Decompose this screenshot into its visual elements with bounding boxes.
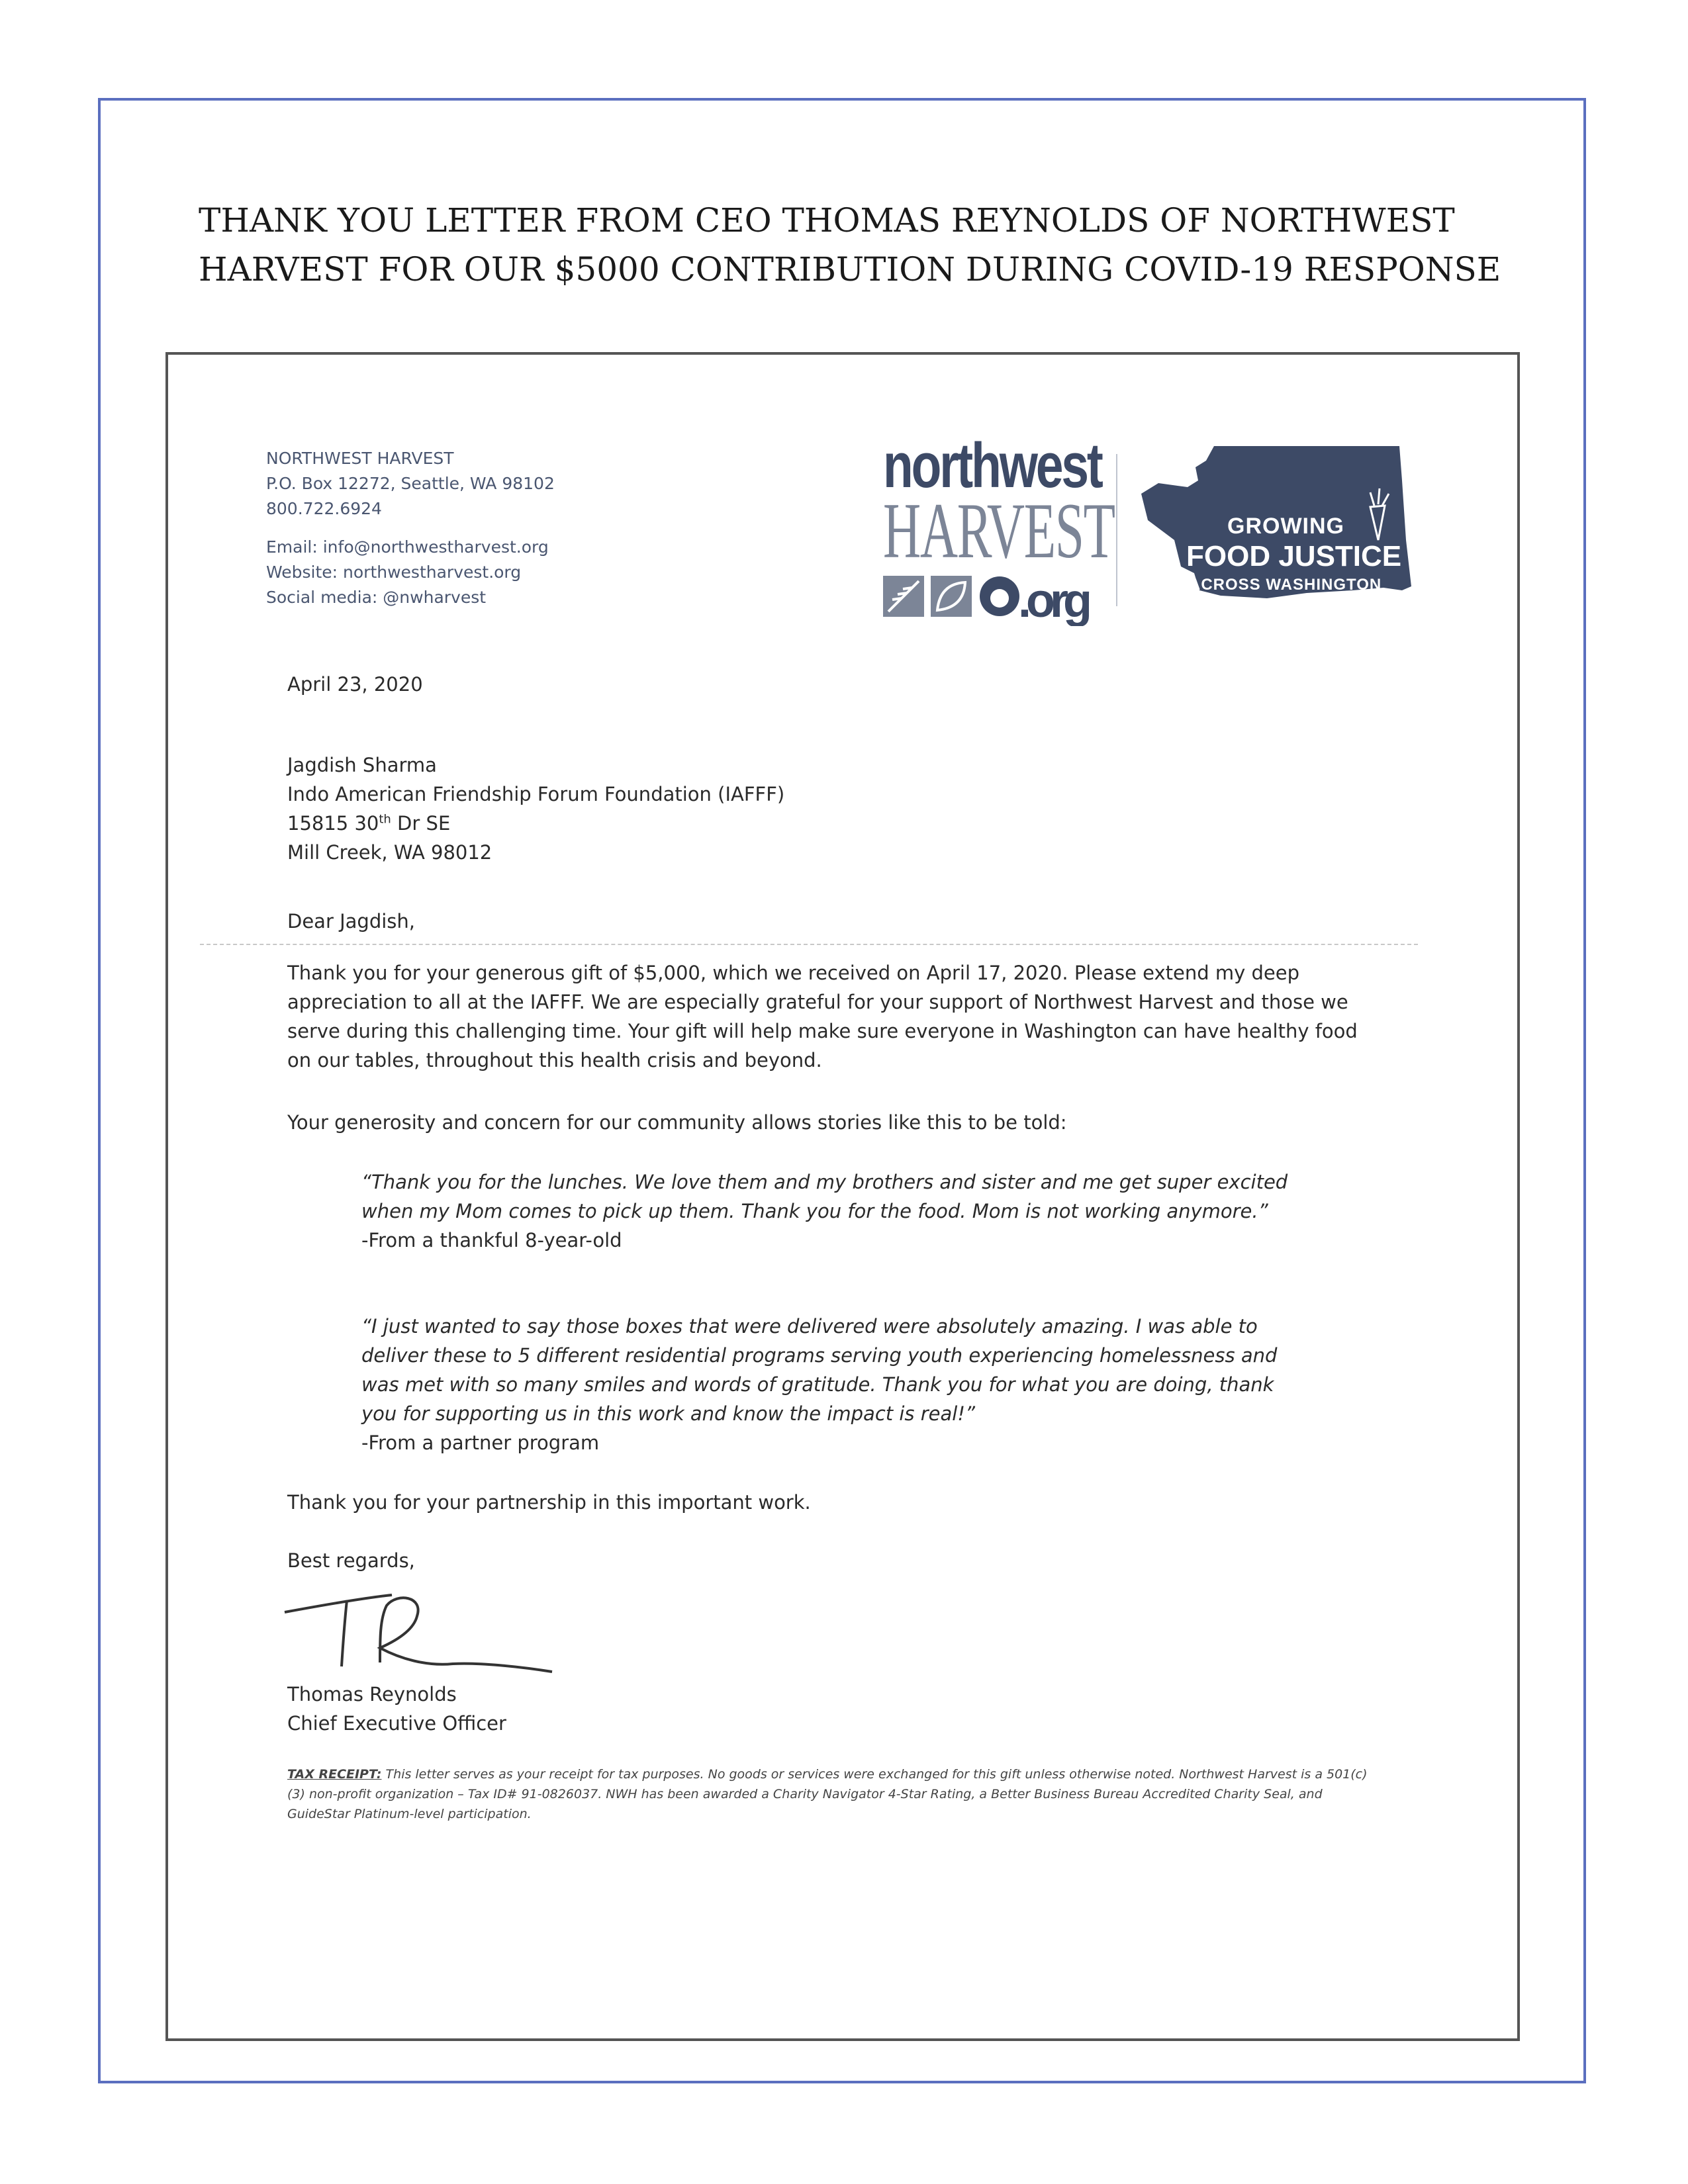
signer-block	[287, 1680, 1373, 1738]
page-heading-line-2: HARVEST FOR OUR $5000 CONTRIBUTION DURING COVID-19 RESPONSE	[199, 250, 1501, 289]
paragraph-2: Your generosity and concern for our community allows stories like this to be told:	[287, 1111, 1067, 1134]
org-address: P.O. Box 12272, Seattle, WA 98102	[266, 474, 555, 493]
logo-org-suffix: .org	[1018, 574, 1092, 626]
org-name: NORTHWEST HARVEST	[266, 449, 454, 468]
org-phone: 800.722.6924	[266, 499, 382, 518]
recipient-block	[287, 751, 1373, 867]
recipient-name: Jagdish Sharma	[287, 754, 437, 776]
tax-receipt-label: TAX RECEIPT:	[287, 1767, 382, 1782]
quote-2-attribution: -From a partner program	[361, 1432, 600, 1454]
org-social: Social media: @nwharvest	[266, 588, 487, 607]
signature	[281, 1586, 559, 1678]
badge-food-justice: FOOD JUSTICE	[1186, 540, 1402, 572]
recipient-city: Mill Creek, WA 98012	[287, 841, 492, 864]
letter-scan	[165, 352, 1520, 2041]
letter	[168, 355, 1517, 2038]
page-heading-line-1: THANK YOU LETTER FROM CEO THOMAS REYNOLDS OF NORTHWEST	[199, 201, 1455, 240]
recipient-organization: Indo American Friendship Forum Foundation (IAFFF)	[287, 783, 785, 805]
quote-2	[361, 1312, 1301, 1457]
tax-receipt-text: This letter serves as your receipt for tax purposes. No goods or services were exchanged for this gift unless otherwise noted. Northwest Harvest is a 501(c)(3) non-profit organization – Tax ID# 91-0826037. NWH has been awarded a Charity Navigator 4-Star Rating, a Better Business Bureau Accredited Charity Seal, and GuideStar Platinum-level participation.	[287, 1767, 1368, 1821]
logo-wordmark-bottom: HARVEST	[883, 486, 1115, 574]
paragraph-1: Thank you for your generous gift of $5,000, which we received on April 17, 2020. Please extend my deep appreciation to all at the IAFFF. We are especially grateful for your support of Northwest Harvest and those we serve during this challenging time. Your gift will help make sure everyone in Washington can have healthy food on our tables, throughout this health crisis and beyond.	[287, 962, 1358, 1071]
quote-2-text: “I just wanted to say those boxes that were delivered were absolutely amazing. I was able to deliver these to 5 different residential programs serving youth experiencing homelessness and was met with so many smiles and words of gratitude. Thank you for what you are doing, thank you for supporting us in this work and know the impact is real!”	[361, 1315, 1278, 1425]
quote-1-attribution: -From a thankful 8-year-old	[361, 1229, 622, 1251]
org-website: Website: northwestharvest.org	[266, 563, 522, 582]
quote-1	[361, 1167, 1301, 1255]
northwest-harvest-logo	[883, 430, 1115, 633]
closing: Best regards,	[287, 1549, 415, 1572]
salutation: Dear Jagdish,	[287, 910, 415, 933]
org-email: Email: info@northwestharvest.org	[266, 537, 549, 557]
logo-divider	[1116, 454, 1117, 606]
badge-across-washington: ACROSS WASHINGTON	[1189, 576, 1382, 594]
quote-1-text: “Thank you for the lunches. We love them and my brothers and sister and me get super excited when my Mom comes to pick up them. Thank you for the food. Mom is not working anymore.”	[361, 1171, 1288, 1222]
food-justice-badge	[1135, 441, 1413, 619]
letter-date: April 23, 2020	[287, 673, 423, 696]
badge-text	[1135, 441, 1413, 619]
recipient-street: 15815 30th Dr SE	[287, 812, 451, 835]
badge-growing: GROWING	[1227, 514, 1344, 539]
scan-fold-line	[200, 944, 1418, 945]
logo-icons	[883, 567, 1095, 626]
signer-title: Chief Executive Officer	[287, 1712, 506, 1735]
tax-receipt-note	[287, 1764, 1373, 1824]
org-contact-block	[266, 446, 555, 610]
logo-wordmark-top: northwest	[883, 430, 1102, 501]
signer-name: Thomas Reynolds	[287, 1683, 457, 1706]
paragraph-3: Thank you for your partnership in this important work.	[287, 1491, 811, 1514]
page-heading	[199, 196, 1523, 294]
